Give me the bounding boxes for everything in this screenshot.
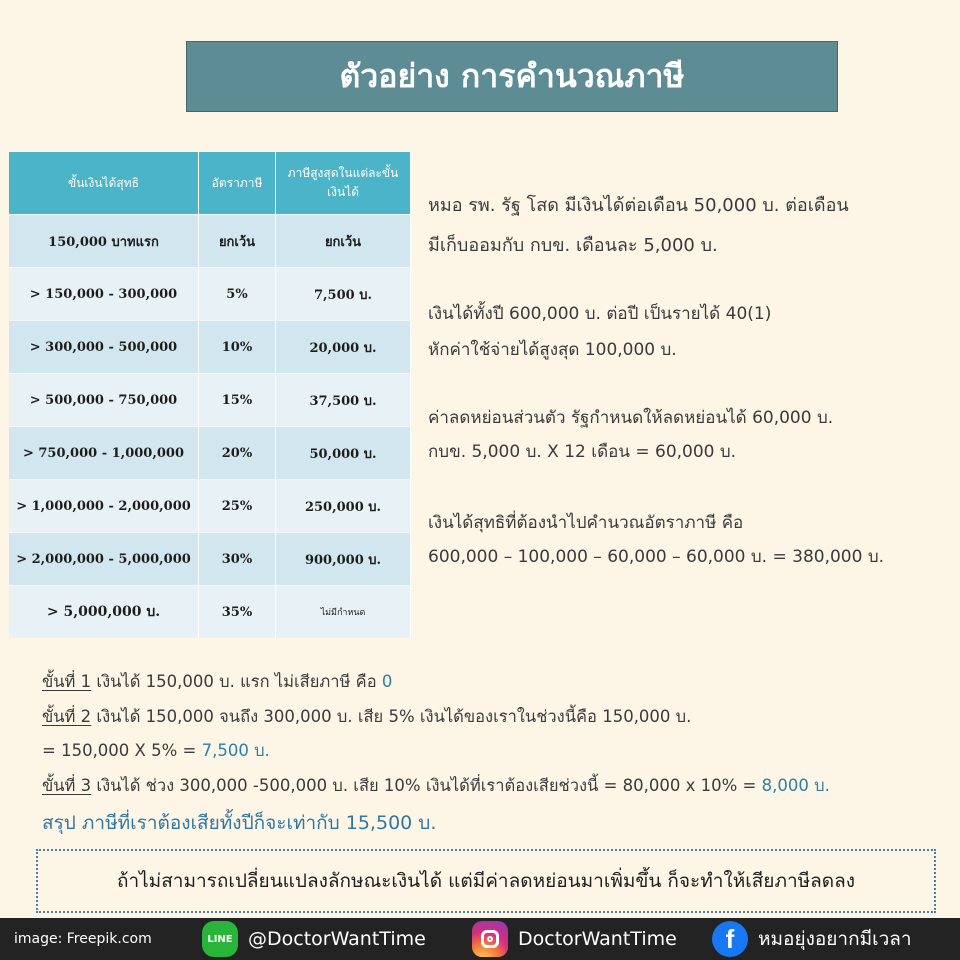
step-3-text: เงินได้ ช่วง 300,000 -500,000 บ. เสีย 10% เงินได้ที่เราต้องเสียช่วงนี้ = 80,000 x 10% = [91,776,762,795]
cell-rate: 10% [199,321,276,374]
annual-income-line: เงินได้ทั้งปี 600,000 บ. ต่อปี เป็นรายได้ 40(1) [428,304,772,324]
step-3-value: 8,000 บ. [761,776,830,795]
personal-allowance-line: ค่าลดหย่อนส่วนตัว รัฐกำหนดให้ลดหย่อนได้ 60,000 บ. [428,408,834,428]
cell-bracket: > 500,000 - 750,000 [9,374,199,427]
note-text: ถ้าไม่สามารถเปลี่ยนแปลงลักษณะเงินได้ แต่มีค่าลดหย่อนมาเพิ่มขึ้น ก็จะทำให้เสียภาษีลดลง [116,870,856,892]
cell-bracket: > 5,000,000 บ. [9,586,199,639]
step-1-text: เงินได้ 150,000 บ. แรก ไม่เสียภาษี คือ [91,672,382,691]
step-2-value: 7,500 บ. [201,741,270,760]
note-box [36,849,936,913]
header-tax-rate: อัตราภาษี [199,152,276,215]
cell-max-tax: ยกเว้น [276,215,411,268]
cell-max-tax: 7,500 บ. [276,268,411,321]
table-row [9,321,411,374]
instagram-icon [472,921,508,957]
gpf-deduction-line: กบข. 5,000 บ. X 12 เดือน = 60,000 บ. [428,442,737,462]
instagram-handle[interactable]: DoctorWantTime [518,928,677,950]
instagram-contact[interactable] [472,921,677,957]
step-2-text: เงินได้ 150,000 จนถึง 300,000 บ. เสีย 5% เงินได้ของเราในช่วงนี้คือ 150,000 บ. [91,707,692,726]
net-income-label: เงินได้สุทธิที่ต้องนำไปคำนวณอัตราภาษี คือ [428,513,744,533]
tax-summary: สรุป ภาษีที่เราต้องเสียทั้งปีก็จะเท่ากับ 15,500 บ. [42,812,437,834]
facebook-name[interactable]: หมอยุ่งอยากมีเวลา [758,928,912,950]
line-icon: LINE [202,921,238,957]
tax-rate-table [9,152,411,638]
step-2-calculation [42,738,270,764]
cell-bracket: > 150,000 - 300,000 [9,268,199,321]
header-max-tax: ภาษีสูงสุดในแต่ละขั้นเงินได้ [276,152,411,215]
header-net-income: ขั้นเงินได้สุทธิ [9,152,199,215]
case-description-line1: หมอ รพ. รัฐ โสด มีเงินได้ต่อเดือน 50,000 บ. ต่อเดือน [428,195,849,216]
expense-deduction-line: หักค่าใช้จ่ายได้สูงสุด 100,000 บ. [428,340,677,360]
step-3-label: ขั้นที่ 3 [42,776,92,795]
table-row [9,533,411,586]
cell-max-tax: 900,000 บ. [276,533,411,586]
cell-bracket: 150,000 บาทแรก [9,215,199,268]
cell-max-tax: 37,500 บ. [276,374,411,427]
cell-rate: 5% [199,268,276,321]
step-1-value: 0 [381,672,393,691]
facebook-contact[interactable] [712,921,912,957]
table-row [9,215,411,268]
table-row [9,427,411,480]
cell-rate: ยกเว้น [199,215,276,268]
table-row [9,374,411,427]
line-handle[interactable]: @DoctorWantTime [248,928,426,950]
table-header-row [9,152,411,215]
cell-bracket: > 750,000 - 1,000,000 [9,427,199,480]
cell-bracket: > 2,000,000 - 5,000,000 [9,533,199,586]
cell-rate: 30% [199,533,276,586]
cell-rate: 15% [199,374,276,427]
step-2-label: ขั้นที่ 2 [42,707,92,726]
step-1 [42,669,392,695]
cell-max-tax: ไม่มีกำหนด [276,586,411,639]
cell-max-tax: 250,000 บ. [276,480,411,533]
facebook-icon: f [712,921,748,957]
line-contact[interactable] [202,921,426,957]
table-row [9,268,411,321]
footer-bar [0,918,960,960]
step-1-label: ขั้นที่ 1 [42,672,92,691]
step-2-calc-text: = 150,000 X 5% = [42,741,202,760]
cell-bracket: > 1,000,000 - 2,000,000 [9,480,199,533]
cell-bracket: > 300,000 - 500,000 [9,321,199,374]
step-3 [42,773,830,799]
net-income-calculation: 600,000 – 100,000 – 60,000 – 60,000 บ. = 380,000 บ. [428,547,885,567]
step-2 [42,704,691,730]
cell-rate: 20% [199,427,276,480]
table-row [9,480,411,533]
image-credit: image: Freepik.com [14,931,152,947]
case-description-line2: มีเก็บออมกับ กบข. เดือนละ 5,000 บ. [428,235,718,256]
cell-rate: 25% [199,480,276,533]
page-title: ตัวอย่าง การคำนวณภาษี [186,41,838,112]
table-row [9,586,411,639]
cell-max-tax: 20,000 บ. [276,321,411,374]
cell-max-tax: 50,000 บ. [276,427,411,480]
cell-rate: 35% [199,586,276,639]
